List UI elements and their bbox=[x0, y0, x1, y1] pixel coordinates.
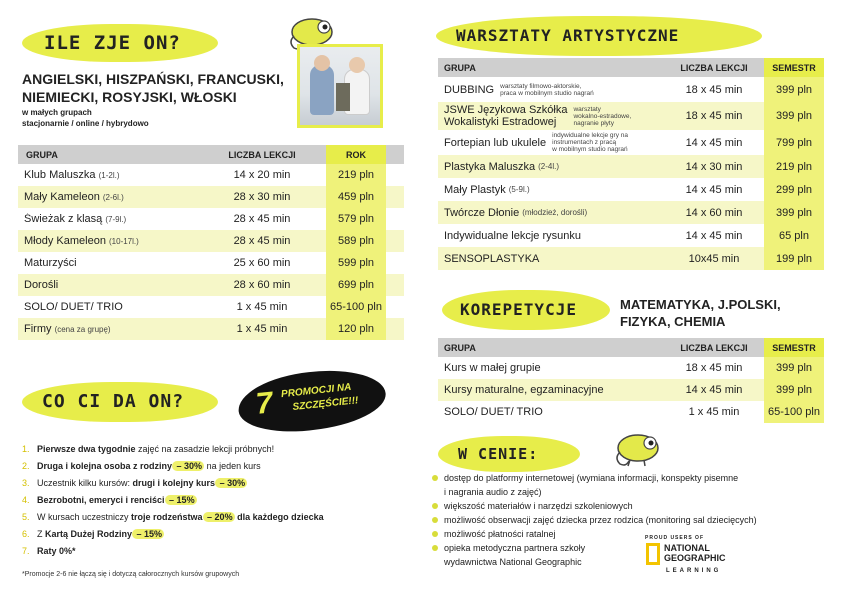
ng-line-1: NATIONAL bbox=[664, 543, 710, 553]
table-row bbox=[438, 130, 824, 155]
group-name-line: Twórcze Dłonie bbox=[444, 206, 520, 219]
table-row bbox=[18, 274, 404, 296]
benefit-item bbox=[432, 485, 832, 499]
col-semester: SEMESTR bbox=[764, 338, 824, 357]
languages-title bbox=[22, 70, 284, 106]
price-cell: 65-100 pln bbox=[326, 296, 386, 318]
group-name: Mały Kameleon bbox=[24, 191, 100, 203]
group-note: (5-9l.) bbox=[508, 185, 530, 194]
price-cell: 299 pln bbox=[764, 178, 824, 201]
group-name: SOLO/ DUET/ TRIO bbox=[24, 301, 123, 313]
ng-frame-icon bbox=[646, 543, 660, 565]
lessons-cell: 10x45 min bbox=[688, 252, 740, 265]
promo-text-part: – 30% bbox=[174, 460, 203, 471]
group-note: (7-9l.) bbox=[105, 215, 127, 224]
group-cell bbox=[438, 83, 664, 97]
footnote: *Promocje 2-6 nie łączą się i dotyczą całorocznych kursów grupowych bbox=[22, 571, 240, 578]
col-group: GRUPA bbox=[444, 62, 476, 73]
promo-num: 1. bbox=[22, 443, 30, 454]
lessons-cell: 1 x 45 min bbox=[236, 323, 288, 335]
benefit-item bbox=[432, 499, 832, 513]
group-cell bbox=[438, 230, 664, 242]
group-cell bbox=[18, 169, 198, 181]
promo-line-2: SZCZĘŚCIE!!! bbox=[292, 395, 359, 414]
group-cell: SOLO/ DUET/ TRIO bbox=[444, 406, 543, 418]
group-desc-line: w mobilnym studio nagrań bbox=[552, 146, 628, 153]
bullet-icon bbox=[432, 545, 438, 551]
promo-text-part: Bezrobotni, emeryci i renciści bbox=[37, 494, 165, 505]
promo-num: 3. bbox=[22, 477, 30, 488]
heading-ile-zje-on: ILE ZJE ON? bbox=[44, 32, 181, 54]
group-desc bbox=[500, 83, 594, 97]
price-cell: 199 pln bbox=[764, 247, 824, 270]
ng-line-3: LEARNING bbox=[666, 568, 722, 574]
group-cell bbox=[438, 132, 664, 153]
lessons-cell: 1 x 45 min bbox=[688, 406, 740, 418]
promo-text bbox=[37, 495, 197, 505]
group-cell bbox=[18, 257, 198, 269]
table-row bbox=[438, 224, 824, 247]
col-lessons: LICZBA LEKCJI bbox=[680, 342, 748, 353]
group-name: Dorośli bbox=[24, 279, 59, 291]
promo-text-part: – 20% bbox=[204, 511, 233, 522]
group-name: Firmy bbox=[24, 323, 52, 335]
group-desc-line: warsztaty filmowo-aktorskie, bbox=[500, 82, 582, 90]
lessons-cell: 1 x 45 min bbox=[236, 301, 288, 313]
promo-text bbox=[37, 512, 324, 522]
subjects-line-1: MATEMATYKA, J.POLSKI, bbox=[620, 297, 781, 312]
lessons-cell: 28 x 30 min bbox=[233, 191, 291, 203]
heading-co-ci-da-on: CO CI DA ON? bbox=[42, 391, 185, 412]
benefit-text: i nagrania audio z zajęć) bbox=[444, 487, 542, 497]
group-note: (młodzież, dorośli) bbox=[522, 208, 588, 217]
lessons-cell: 14 x 60 min bbox=[685, 206, 743, 219]
promo-num: 4. bbox=[22, 494, 30, 505]
group-desc bbox=[573, 106, 631, 127]
table-row bbox=[438, 357, 824, 379]
group-name-line: DUBBING bbox=[444, 83, 495, 96]
table-row bbox=[438, 247, 824, 270]
group-desc-line: instrumentach z pracą bbox=[552, 139, 617, 146]
table-row bbox=[438, 201, 824, 224]
price-cell: 120 pln bbox=[326, 318, 386, 340]
col-semester: SEMESTR bbox=[764, 58, 824, 77]
promo-item bbox=[22, 440, 402, 457]
group-name: Maturzyści bbox=[24, 257, 77, 269]
promo-item bbox=[22, 491, 402, 508]
group-cell bbox=[438, 161, 664, 173]
group-name-line: Fortepian lub ukulele bbox=[444, 136, 547, 149]
ng-line-2: GEOGRAPHIC bbox=[664, 553, 726, 563]
benefit-text: możliwość obserwacji zajęć dziecka przez rodzica (monitoring sal dziecięcych) bbox=[444, 515, 757, 525]
group-name bbox=[444, 253, 539, 265]
promo-text-part: W kursach uczestniczy bbox=[37, 511, 132, 522]
price-cell: 459 pln bbox=[326, 186, 386, 208]
table-header bbox=[438, 338, 824, 357]
benefit-text: opieka metodyczna partnera szkoły bbox=[444, 543, 586, 553]
group-cell bbox=[18, 279, 198, 291]
table-header bbox=[438, 58, 824, 77]
lessons-cell: 14 x 45 min bbox=[685, 136, 743, 149]
promo-item bbox=[22, 525, 402, 542]
benefit-text: większość materiałów i narzędzi szkoleniowych bbox=[444, 501, 633, 511]
promo-num: 7. bbox=[22, 545, 30, 556]
price-cell: 589 pln bbox=[326, 230, 386, 252]
promo-list bbox=[22, 440, 402, 559]
group-cell: Kursy maturalne, egzaminacyjne bbox=[444, 384, 604, 396]
group-name bbox=[444, 161, 535, 173]
group-cell: Kurs w małej grupie bbox=[444, 362, 541, 374]
lessons-cell: 25 x 60 min bbox=[233, 257, 291, 269]
heading-warsztaty: WARSZTATY ARTYSTYCZNE bbox=[456, 26, 680, 45]
chameleon-icon-2 bbox=[612, 430, 668, 468]
group-name bbox=[444, 84, 494, 96]
group-note: (cena za grupę) bbox=[54, 325, 111, 334]
promo-number: 7 bbox=[254, 386, 275, 421]
group-desc bbox=[552, 132, 628, 153]
table-row bbox=[18, 164, 404, 186]
group-desc-line: indywidualne lekcje gry na bbox=[552, 132, 629, 139]
lessons-cell: 28 x 60 min bbox=[233, 279, 291, 291]
workshop-price-table bbox=[438, 58, 824, 270]
promo-text-part: Raty 0%* bbox=[37, 545, 76, 556]
price-cell: 399 pln bbox=[764, 357, 824, 379]
table-header bbox=[18, 145, 404, 164]
benefit-item bbox=[432, 513, 832, 527]
price-cell: 799 pln bbox=[764, 130, 824, 155]
group-desc-line: nagranie płyty bbox=[573, 119, 614, 127]
group-desc-line: praca w mobilnym studio nagrań bbox=[500, 89, 594, 97]
group-cell bbox=[18, 301, 198, 313]
group-name bbox=[444, 230, 581, 242]
price-cell: 599 pln bbox=[326, 252, 386, 274]
promo-num: 2. bbox=[22, 460, 30, 471]
ng-proud-text: PROUD USERS OF bbox=[645, 535, 705, 541]
promo-item bbox=[22, 508, 402, 525]
benefit-text: wydawnictwa National Geographic bbox=[444, 557, 582, 567]
group-name bbox=[444, 104, 567, 128]
lessons-cell: 28 x 45 min bbox=[233, 235, 291, 247]
promo-text bbox=[37, 444, 274, 454]
lessons-cell: 28 x 45 min bbox=[233, 213, 291, 225]
table-row bbox=[18, 230, 404, 252]
table-row bbox=[18, 252, 404, 274]
promo-text-part: – 15% bbox=[166, 494, 195, 505]
table-row bbox=[438, 178, 824, 201]
table-row bbox=[438, 379, 824, 401]
group-cell bbox=[438, 104, 664, 128]
group-cell bbox=[18, 323, 198, 335]
group-cell bbox=[18, 191, 198, 203]
group-name-line: Mały Plastyk bbox=[444, 183, 506, 196]
group-desc-line: warsztaty bbox=[573, 105, 601, 113]
col-group: GRUPA bbox=[26, 149, 58, 160]
lessons-cell: 14 x 45 min bbox=[685, 183, 743, 196]
promo-line-1: PROMOCJI NA bbox=[280, 381, 352, 401]
group-name bbox=[444, 207, 519, 219]
benefit-item bbox=[432, 527, 832, 541]
languages-line-2: NIEMIECKI, ROSYJSKI, WŁOSKI bbox=[22, 89, 237, 105]
table-row bbox=[438, 77, 824, 102]
group-cell bbox=[438, 253, 664, 265]
promo-text-part: Druga i kolejna osoba z rodziny bbox=[37, 460, 173, 471]
ng-logo bbox=[646, 543, 726, 565]
col-year: ROK bbox=[326, 145, 386, 164]
lessons-cell: 18 x 45 min bbox=[685, 110, 743, 122]
group-note: (10-17l.) bbox=[109, 237, 139, 246]
lessons-cell: 14 x 30 min bbox=[685, 160, 743, 173]
group-cell bbox=[18, 213, 198, 225]
group-name-line: Indywidualne lekcje rysunku bbox=[444, 229, 581, 242]
col-lessons: LICZBA LEKCJI bbox=[680, 62, 748, 73]
benefit-item bbox=[432, 541, 832, 555]
group-name-line: Wokalistyki Estradowej bbox=[444, 116, 557, 128]
lessons-cell: 14 x 20 min bbox=[233, 169, 291, 181]
languages-line-1: ANGIELSKI, HISZPAŃSKI, FRANCUSKI, bbox=[22, 71, 284, 87]
promo-item bbox=[22, 457, 402, 474]
price-cell: 219 pln bbox=[764, 155, 824, 178]
group-desc-line: wokalno-estradowe, bbox=[573, 112, 632, 120]
subjects-title bbox=[620, 296, 781, 330]
language-price-table bbox=[18, 145, 404, 340]
heading-w-cenie: W CENIE: bbox=[458, 445, 539, 463]
benefit-item bbox=[432, 471, 832, 485]
promo-text bbox=[37, 546, 76, 556]
promo-text-part: dla każdego dziecka bbox=[234, 511, 324, 522]
group-name: Świeżak z klasą bbox=[24, 213, 103, 225]
promo-text-part: na jeden kurs bbox=[204, 460, 261, 471]
mode-subtitle: stacjonarnie / online / hybrydowo bbox=[22, 119, 149, 128]
price-cell: 399 pln bbox=[764, 102, 824, 130]
promo-text-part: – 30% bbox=[217, 477, 246, 488]
price-cell: 399 pln bbox=[764, 201, 824, 224]
heading-korepetycje: KOREPETYCJE bbox=[460, 300, 577, 319]
promo-text-part: Pierwsze dwa tygodnie bbox=[37, 443, 136, 454]
promo-text bbox=[37, 461, 261, 471]
group-cell bbox=[438, 207, 664, 219]
table-row bbox=[438, 155, 824, 178]
table-row bbox=[438, 102, 824, 130]
table-row bbox=[18, 318, 404, 340]
group-cell bbox=[438, 184, 664, 196]
price-cell: 399 pln bbox=[764, 77, 824, 102]
col-lessons: LICZBA LEKCJI bbox=[228, 149, 296, 160]
promo-text bbox=[37, 478, 247, 488]
lessons-cell: 14 x 45 min bbox=[685, 229, 743, 242]
price-cell: 579 pln bbox=[326, 208, 386, 230]
group-note: (2-4l.) bbox=[538, 162, 559, 171]
promo-text bbox=[37, 529, 164, 539]
group-name: Młody Kameleon bbox=[24, 235, 106, 247]
lessons-cell: 18 x 45 min bbox=[685, 362, 743, 374]
bullet-icon bbox=[432, 503, 438, 509]
benefit-text: dostęp do platformy internetowej (wymiana informacji, konspekty pisemne bbox=[444, 473, 739, 483]
bullet-icon bbox=[432, 517, 438, 523]
subjects-line-2: FIZYKA, CHEMIA bbox=[620, 314, 726, 329]
tutoring-price-table bbox=[438, 338, 824, 423]
promo-badge bbox=[235, 364, 388, 437]
promo-item bbox=[22, 474, 402, 491]
promo-num: 6. bbox=[22, 528, 30, 539]
price-cell: 65 pln bbox=[764, 224, 824, 247]
bullet-icon bbox=[432, 475, 438, 481]
promo-text-part: zajęć na zasadzie lekcji próbnych! bbox=[135, 443, 275, 454]
price-cell: 219 pln bbox=[326, 164, 386, 186]
price-cell: 65-100 pln bbox=[764, 401, 824, 423]
lessons-cell: 14 x 45 min bbox=[685, 384, 743, 396]
promo-text-part: Kartą Dużej Rodziny bbox=[45, 528, 133, 539]
price-cell: 399 pln bbox=[764, 379, 824, 401]
table-row bbox=[18, 186, 404, 208]
promo-text-part: drugi i kolejny kurs bbox=[132, 477, 216, 488]
col-group: GRUPA bbox=[444, 342, 476, 353]
lessons-cell: 18 x 45 min bbox=[685, 83, 743, 96]
benefits-list bbox=[432, 471, 832, 569]
kids-photo bbox=[297, 44, 383, 128]
table-row bbox=[438, 401, 824, 423]
group-note: (2-6l.) bbox=[102, 193, 124, 202]
group-name-line: Plastyka Maluszka bbox=[444, 160, 536, 173]
promo-item bbox=[22, 542, 402, 559]
benefit-text: możliwość płatności ratalnej bbox=[444, 529, 556, 539]
promo-text-part: Uczestnik kilku kursów: bbox=[37, 477, 133, 488]
promo-num: 5. bbox=[22, 511, 30, 522]
table-row bbox=[18, 208, 404, 230]
group-cell bbox=[18, 235, 198, 247]
table-row bbox=[18, 296, 404, 318]
bullet-icon bbox=[432, 531, 438, 537]
promo-text-part: – 15% bbox=[134, 528, 163, 539]
promo-text-part: Z bbox=[37, 528, 45, 539]
group-name: Klub Maluszka bbox=[24, 169, 96, 181]
group-name bbox=[444, 184, 506, 196]
benefit-item bbox=[432, 555, 832, 569]
group-note: (1-2l.) bbox=[98, 171, 120, 180]
group-name-line: JSWE Językowa Szkółka bbox=[444, 104, 568, 116]
group-name bbox=[444, 137, 546, 149]
group-name-line: SENSOPLASTYKA bbox=[444, 252, 540, 265]
price-cell: 699 pln bbox=[326, 274, 386, 296]
promo-text-part: troje rodzeństwa bbox=[131, 511, 203, 522]
groups-subtitle: w małych grupach bbox=[22, 108, 92, 117]
